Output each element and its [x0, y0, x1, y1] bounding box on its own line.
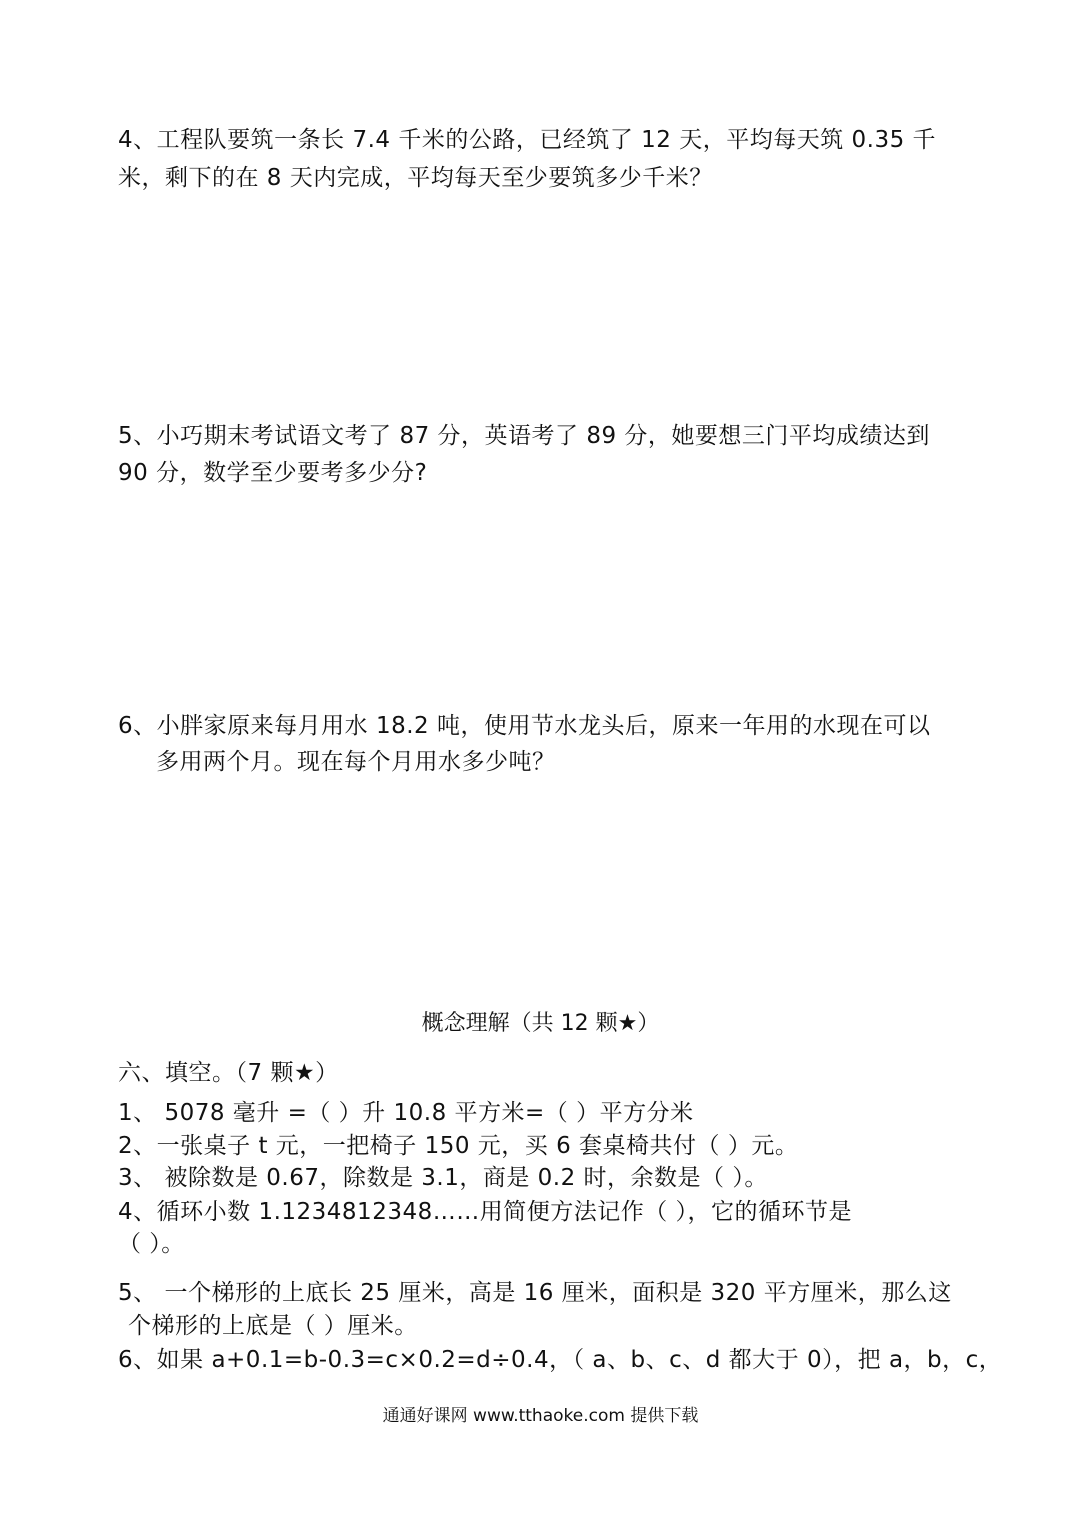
fill-item-5-line-1: 5、 一个梯形的上底长 25 厘米，高是 16 厘米，面积是 320 平方厘米，那么这: [118, 1280, 952, 1306]
section-subtitle: 六、填空。（7 颗★）: [118, 1060, 339, 1086]
problem-4-line-2: 米，剩下的在 8 天内完成，平均每天至少要筑多少千米？: [118, 165, 713, 191]
fill-item-3: 3、 被除数是 0.67，除数是 3.1，商是 0.2 时，余数是（ ）。: [118, 1165, 768, 1191]
section-title: 概念理解（共 12 颗★）: [421, 1011, 660, 1036]
fill-item-6-line-1: 6、如果 a+0.1=b-0.3=c×0.2=d÷0.4，（ a、b、c、d 都大于 0），把 a，b，c，: [118, 1347, 1003, 1373]
problem-6-line-2: 多用两个月。现在每个月用水多少吨？: [156, 749, 556, 775]
fill-item-2: 2、一张桌子 t 元，一把椅子 150 元，买 6 套桌椅共付（ ）元。: [118, 1133, 799, 1159]
fill-item-5-line-2: 个梯形的上底是（ ）厘米。: [128, 1313, 418, 1339]
page-footer: 通通好课网 www.tthaoke.com 提供下载: [382, 1406, 699, 1426]
problem-5-line-1: 5、小巧期末考试语文考了 87 分，英语考了 89 分，她要想三门平均成绩达到: [118, 423, 930, 449]
fill-item-1: 1、 5078 毫升 =（ ）升 10.8 平方米=（ ）平方分米: [118, 1100, 694, 1126]
problem-6-line-1: 6、小胖家原来每月用水 18.2 吨，使用节水龙头后，原来一年用的水现在可以: [118, 713, 931, 739]
fill-item-4-line-1: 4、循环小数 1.1234812348……用简便方法记作（ ），它的循环节是: [118, 1199, 853, 1225]
problem-4-line-1: 4、工程队要筑一条长 7.4 千米的公路，已经筑了 12 天，平均每天筑 0.35 千: [118, 127, 937, 153]
problem-5-line-2: 90 分，数学至少要考多少分?: [118, 460, 428, 486]
fill-item-4-line-2: （ ）。: [118, 1231, 185, 1257]
